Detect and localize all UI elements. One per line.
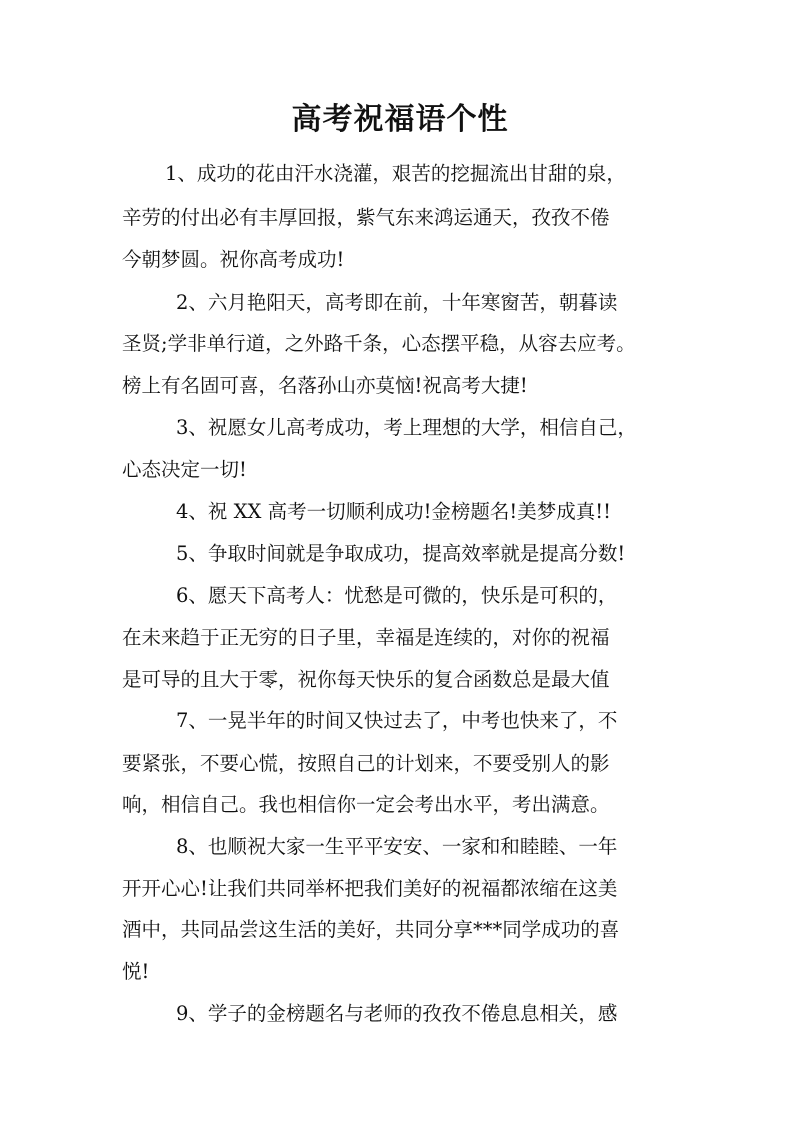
paragraph-line: 是可导的且大于零，祝你每天快乐的复合函数总是最大值 xyxy=(122,668,610,691)
paragraph-line: 要紧张，不要心慌，按照自己的计划来，不要受别人的影 xyxy=(122,752,610,775)
paragraph-line: 5、争取时间就是争取成功，提高效率就是提高分数! xyxy=(176,542,626,565)
paragraph-line: 4、祝 XX 高考一切顺利成功!金榜题名!美梦成真!! xyxy=(176,500,611,523)
paragraph-line: 开开心心!让我们共同举杯把我们美好的祝福都浓缩在这美 xyxy=(122,877,618,900)
paragraph-line: 酒中，共同品尝这生活的美好，共同分享***同学成功的喜 xyxy=(122,918,620,941)
paragraph-line: 圣贤;学非单行道，之外路千条，心态摆平稳，从容去应考。 xyxy=(122,332,636,355)
paragraph-line: 6、愿天下高考人：忧愁是可微的，快乐是可积的， xyxy=(176,584,618,607)
paragraph-line: 1、成功的花由汗水浇灌，艰苦的挖掘流出甘甜的泉， xyxy=(165,162,626,185)
paragraph-line: 9、学子的金榜题名与老师的孜孜不倦息息相关，感 xyxy=(176,1002,618,1025)
paragraph-line: 悦! xyxy=(122,960,150,983)
paragraph-line: 响，相信自己。我也相信你一定会考出水平，考出满意。 xyxy=(122,793,610,816)
paragraph-line: 8、也顺祝大家一生平平安安、一家和和睦睦、一年 xyxy=(176,835,618,858)
paragraph-line: 心态决定一切! xyxy=(122,458,247,481)
paragraph-line: 今朝梦圆。祝你高考成功! xyxy=(122,248,345,271)
paragraph-line: 7、一晃半年的时间又快过去了，中考也快来了，不 xyxy=(176,709,618,732)
paragraph-line: 3、祝愿女儿高考成功，考上理想的大学，相信自己， xyxy=(176,416,637,439)
document-title: 高考祝福语个性 xyxy=(291,102,509,137)
paragraph-line: 榜上有名固可喜，名落孙山亦莫恼!祝高考大捷! xyxy=(122,374,528,397)
paragraph-line: 2、六月艳阳天，高考即在前，十年寒窗苦，朝暮读 xyxy=(176,291,618,314)
paragraph-line: 在未来趋于正无穷的日子里，幸福是连续的，对你的祝福 xyxy=(122,626,610,649)
paragraph-line: 辛劳的付出必有丰厚回报，紫气东来鸿运通天，孜孜不倦 xyxy=(122,206,610,229)
